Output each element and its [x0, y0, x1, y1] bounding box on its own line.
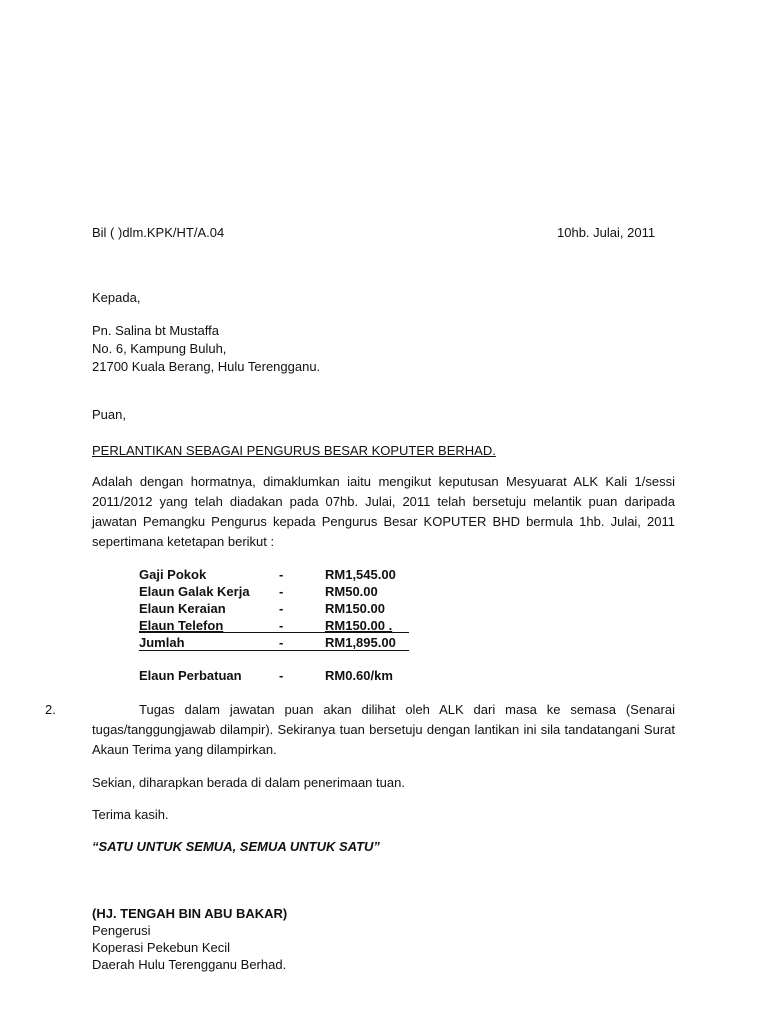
allowance-amount: RM50.00	[325, 584, 378, 599]
allowance-label: Elaun Perbatuan	[139, 668, 242, 683]
thanks-line: Terima kasih.	[92, 807, 169, 822]
signatory-title: Pengerusi	[92, 923, 151, 938]
subtotal-rule	[139, 632, 409, 633]
allowance-separator: -	[279, 618, 284, 633]
salutation: Puan,	[92, 407, 126, 422]
allowance-total-row	[139, 634, 439, 651]
allowance-separator: -	[279, 601, 284, 616]
reference-number: Bil ( )dlm.KPK/HT/A.04	[92, 225, 225, 240]
paragraph-number: 2.	[45, 702, 56, 717]
allowance-separator: -	[279, 668, 284, 683]
allowance-separator: -	[279, 584, 284, 599]
allowance-row	[139, 566, 439, 583]
motto: “SATU UNTUK SEMUA, SEMUA UNTUK SATU”	[92, 839, 380, 854]
body-paragraph-2-text: Tugas dalam jawatan puan akan dilihat oleh ALK dari masa ke semasa (Senarai tugas/tanggungjawab dilampir). Sekiranya tuan bersetuju dengan lantikan ini sila tandatangani Surat Akaun Terima yang dilampirkan.	[92, 702, 675, 757]
letter-date: 10hb. Julai, 2011	[557, 225, 656, 240]
allowance-row	[139, 600, 439, 617]
allowance-label: Elaun Keraian	[139, 601, 226, 616]
allowance-amount: RM150.00 .	[325, 618, 393, 633]
recipient-name: Pn. Salina bt Mustaffa	[92, 323, 219, 338]
total-label: Jumlah	[139, 635, 185, 650]
closing-line: Sekian, diharapkan berada di dalam penerimaan tuan.	[92, 775, 405, 790]
signatory-name: (HJ. TENGAH BIN ABU BAKAR)	[92, 906, 288, 921]
total-rule	[139, 650, 409, 651]
allowance-label: Gaji Pokok	[139, 567, 207, 582]
signatory-org-line1: Koperasi Pekebun Kecil	[92, 940, 231, 955]
signatory-org-line2: Daerah Hulu Terengganu Berhad.	[92, 957, 287, 972]
allowance-amount: RM1,545.00	[325, 567, 396, 582]
to-label: Kepada,	[92, 290, 141, 305]
allowance-label: Elaun Telefon	[139, 618, 224, 633]
allowance-row	[139, 583, 439, 600]
allowance-amount: RM150.00	[325, 601, 385, 616]
allowance-amount: RM0.60/km	[325, 668, 393, 683]
allowance-separator: -	[279, 567, 284, 582]
recipient-address-line2: 21700 Kuala Berang, Hulu Terengganu.	[92, 359, 321, 374]
allowance-row	[139, 667, 439, 684]
subject-heading: PERLANTIKAN SEBAGAI PENGURUS BESAR KOPUTER BERHAD.	[92, 443, 496, 458]
body-paragraph-1: Adalah dengan hormatnya, dimaklumkan iaitu mengikut keputusan Mesyuarat ALK Kali 1/sessi 2011/2012 yang telah diadakan pada 07hb. Julai, 2011 telah bersetuju melantik puan daripada jawatan Pemangku Pengurus kepada Pengurus Besar KOPUTER BHD bermula 1hb. Julai, 2011 sepertimana ketetapan berikut :	[92, 474, 675, 549]
body-paragraph-2	[45, 700, 675, 760]
allowance-label: Elaun Galak Kerja	[139, 584, 250, 599]
allowance-separator: -	[279, 635, 284, 650]
total-amount: RM1,895.00	[325, 635, 396, 650]
recipient-address-line1: No. 6, Kampung Buluh,	[92, 341, 227, 356]
